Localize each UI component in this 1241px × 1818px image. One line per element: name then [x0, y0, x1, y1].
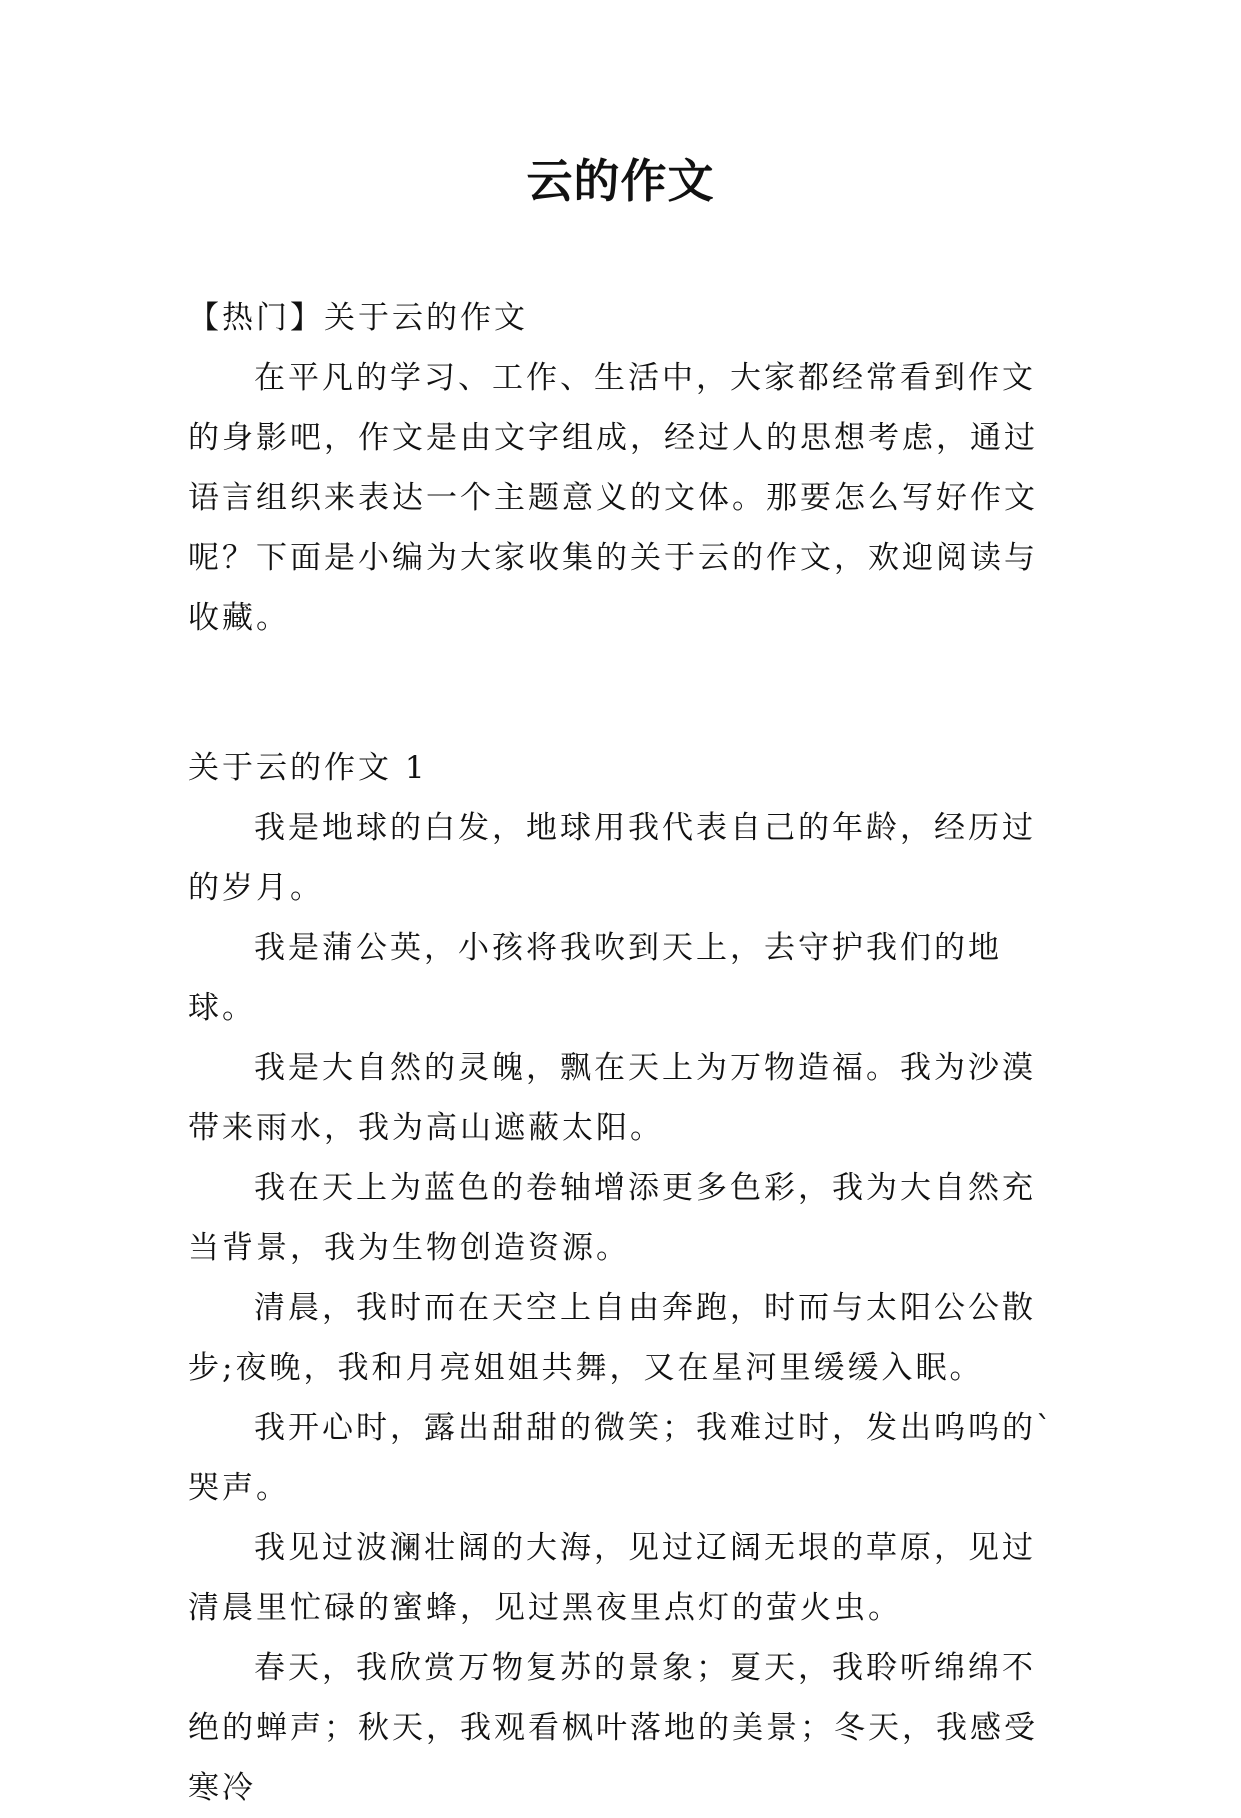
section-gap — [188, 648, 1058, 738]
paragraph-7: 我见过波澜壮阔的大海，见过辽阔无垠的草原，见过清晨里忙碌的蜜蜂，见过黑夜里点灯的萤火虫。 — [188, 1530, 1036, 1626]
paragraph-6: 我开心时，露出甜甜的微笑；我难过时，发出呜呜的`哭声。 — [188, 1410, 1055, 1506]
document-body — [188, 288, 1058, 1818]
document-title: 云的作文 — [526, 154, 715, 208]
paragraph-1: 我是地球的白发，地球用我代表自己的年龄，经历过的岁月。 — [188, 810, 1036, 906]
paragraph-4: 我在天上为蓝色的卷轴增添更多色彩，我为大自然充当背景，我为生物创造资源。 — [188, 1170, 1036, 1266]
paragraph-8: 春天，我欣赏万物复苏的景象；夏天，我聆听绵绵不绝的蝉声；秋天，我观看枫叶落地的美景；冬天，我感受寒冷 — [188, 1650, 1038, 1806]
intro-paragraph: 在平凡的学习、工作、生活中，大家都经常看到作文的身影吧，作文是由文字组成，经过人的思想考虑，通过语言组织来表达一个主题意义的文体。那要怎么写好作文呢？下面是小编为大家收集的关于云的作文，欢迎阅读与收藏。 — [188, 360, 1038, 636]
paragraph-3: 我是大自然的灵魄，飘在天上为万物造福。我为沙漠带来雨水，我为高山遮蔽太阳。 — [188, 1050, 1036, 1146]
section-heading: 关于云的作文 1 — [188, 750, 428, 786]
paragraph-5: 清晨，我时而在天空上自由奔跑，时而与太阳公公散步;夜晚，我和月亮姐姐共舞，又在星河里缓缓入眠。 — [188, 1290, 1036, 1386]
paragraph-2: 我是蒲公英，小孩将我吹到天上，去守护我们的地球。 — [188, 930, 1002, 1026]
subtitle: 【热门】关于云的作文 — [188, 300, 528, 336]
